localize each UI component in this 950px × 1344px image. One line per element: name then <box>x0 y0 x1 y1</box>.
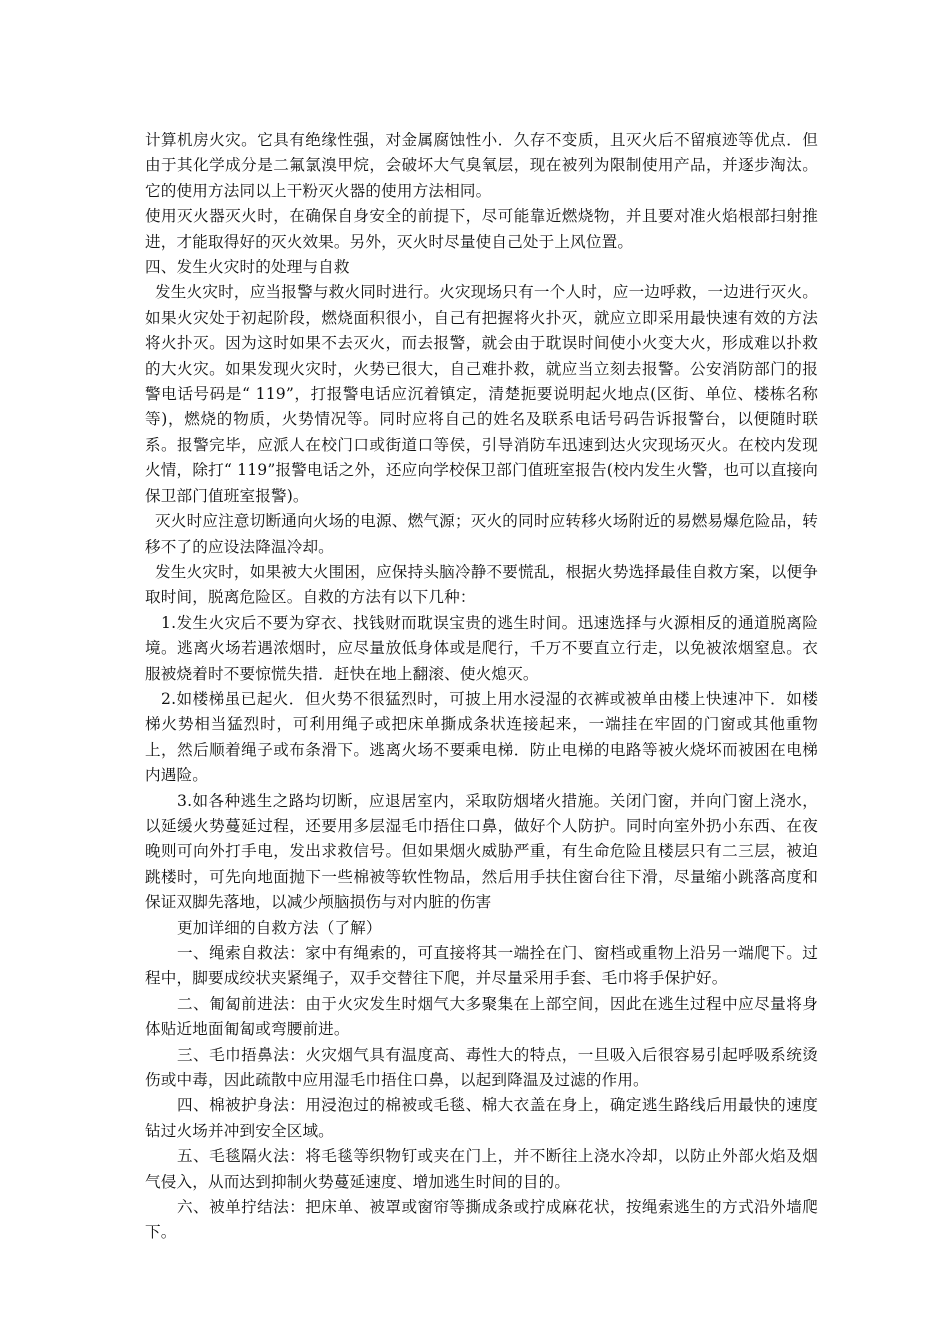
paragraph-extinguisher-usage: 使用灭火器灭火时，在确保自身安全的前提下，尽可能靠近燃烧物，并且要对准火焰根部扫射推进，才能取得好的灭火效果。另外，灭火时尽量使自己处于上风位置。 <box>145 207 818 251</box>
list-item-self-rescue-3: 3.如各种逃生之路均切断，应退居室内，采取防烟堵火措施。关闭门窗，并向门窗上浇水，以延缓火势蔓延过程，还要用多层湿毛巾捂住口鼻，做好个人防护。同时向室外扔小东西、在夜晚则可向外打手电，发出求救信号。但如果烟火威胁严重，有生命危险且楼层只有二三层，被迫跳楼时，可先向地面抛下一些棉被等软性物品，然后用手扶住窗台往下滑，尽量缩小跳落高度和保证双脚先落地，以减少颅脑损伤与对内脏的伤害 <box>145 791 818 912</box>
subheading-detailed-methods: 更加详细的自救方法（了解） <box>177 918 382 937</box>
paragraph-cut-power-gas: 灭火时应注意切断通向火场的电源、燃气源；灭火的同时应转移火场附近的易燃易爆危险品，转移不了的应设法降温冷却。 <box>145 512 818 556</box>
method-wet-towel: 三、毛巾捂鼻法：火灾烟气具有温度高、毒性大的特点，一旦吸入后很容易引起呼吸系统烫伤或中毒，因此疏散中应用湿毛巾捂住口鼻，以起到降温及过滤的作用。 <box>145 1045 818 1090</box>
paragraph-self-rescue-intro: 发生火灾时，如果被大火围困，应保持头脑冷静不要慌乱，根据火势选择最佳自救方案，以便争取时间，脱离危险区。自救的方法有以下几种： <box>145 562 818 607</box>
method-rope: 一、绳索自救法：家中有绳索的，可直接将其一端拴在门、窗档或重物上沿另一端爬下。过程中，脚要成绞状夹紧绳子，双手交替往下爬，并尽量采用手套、毛巾将手保护好。 <box>145 944 818 988</box>
paragraph-halon-extinguisher: 计算机房火灾。它具有绝缘性强，对金属腐蚀性小．久存不变质，且灭火后不留痕迹等优点．但由于其化学成分是二氟氯溴甲烷，会破坏大气臭氧层，现在被列为限制使用产品，并逐步淘汰。它的使用方法同以上干粉灭火器的使用方法相同。 <box>145 131 818 200</box>
list-item-self-rescue-2: 2.如楼梯虽已起火．但火势不很猛烈时，可披上用水浸湿的衣裤或被单由楼上快速冲下．如楼梯火势相当猛烈时，可利用绳子或把床单撕成条状连接起来，一端挂在牢固的门窗或其他重物上，然后顺着绳子或布条滑下。逃离火场不要乘电梯．防止电梯的电路等被火烧坏而被困在电梯内遇险。 <box>145 689 818 785</box>
list-item-self-rescue-1: 1.发生火灾后不要为穿衣、找钱财而耽误宝贵的逃生时间。迅速选择与火源相反的通道脱离险境。逃离火场若遇浓烟时，应尽量放低身体或是爬行，千万不要直立行走，以免被浓烟窒息。衣服被烧着时不要惊慌失措．赶快在地上翻滚、使火熄灭。 <box>145 613 818 683</box>
section-heading-fire-handling: 四、发生火灾时的处理与自救 <box>145 258 350 277</box>
method-quilt-cover: 四、棉被护身法：用浸泡过的棉被或毛毯、棉大衣盖在身上，确定逃生路线后用最快的速度钻过火场并冲到安全区域。 <box>145 1096 818 1140</box>
method-sheet-rope: 六、被单拧结法：把床单、被罩或窗帘等撕成条或拧成麻花状，按绳索逃生的方式沿外墙爬下。 <box>145 1198 818 1242</box>
paragraph-alarm-and-firefighting: 发生火灾时，应当报警与救火同时进行。火灾现场只有一个人时，应一边呼救，一边进行灭火。如果火灾处于初起阶段，燃烧面积很小，自己有把握将火扑灭，就应立即采用最快速有效的方法将火扑灭。因为这时如果不去灭火，而去报警，就会由于耽误时间使小火变大火，形成难以扑救的大火灾。如果发现火灾时，火势已很大，自己难扑救，就应当立刻去报警。公安消防部门的报警电话号码是“ 119”，打报警电话应沉着镇定，清楚扼要说明起火地点(区街、单位、楼栋名称等)，燃烧的物质，火势情况等。同时应将自己的姓名及联系电话号码告诉报警台，以便随时联系。报警完毕，应派人在校门口或街道口等侯，引导消防车迅速到达火灾现场灭火。在校内发现火情，除打“ 119”报警电话之外，还应向学校保卫部门值班室报告(校内发生火警，也可以直接向保卫部门值班室报警)。 <box>145 283 818 505</box>
method-crawl: 二、匍匐前进法：由于火灾发生时烟气大多聚集在上部空间，因此在逃生过程中应尽量将身体贴近地面匍匐或弯腰前进。 <box>145 994 818 1039</box>
method-blanket-barrier: 五、毛毯隔火法：将毛毯等织物钉或夹在门上，并不断往上浇水冷却，以防止外部火焰及烟气侵入，从而达到抑制火势蔓延速度、增加逃生时间的目的。 <box>145 1147 818 1191</box>
